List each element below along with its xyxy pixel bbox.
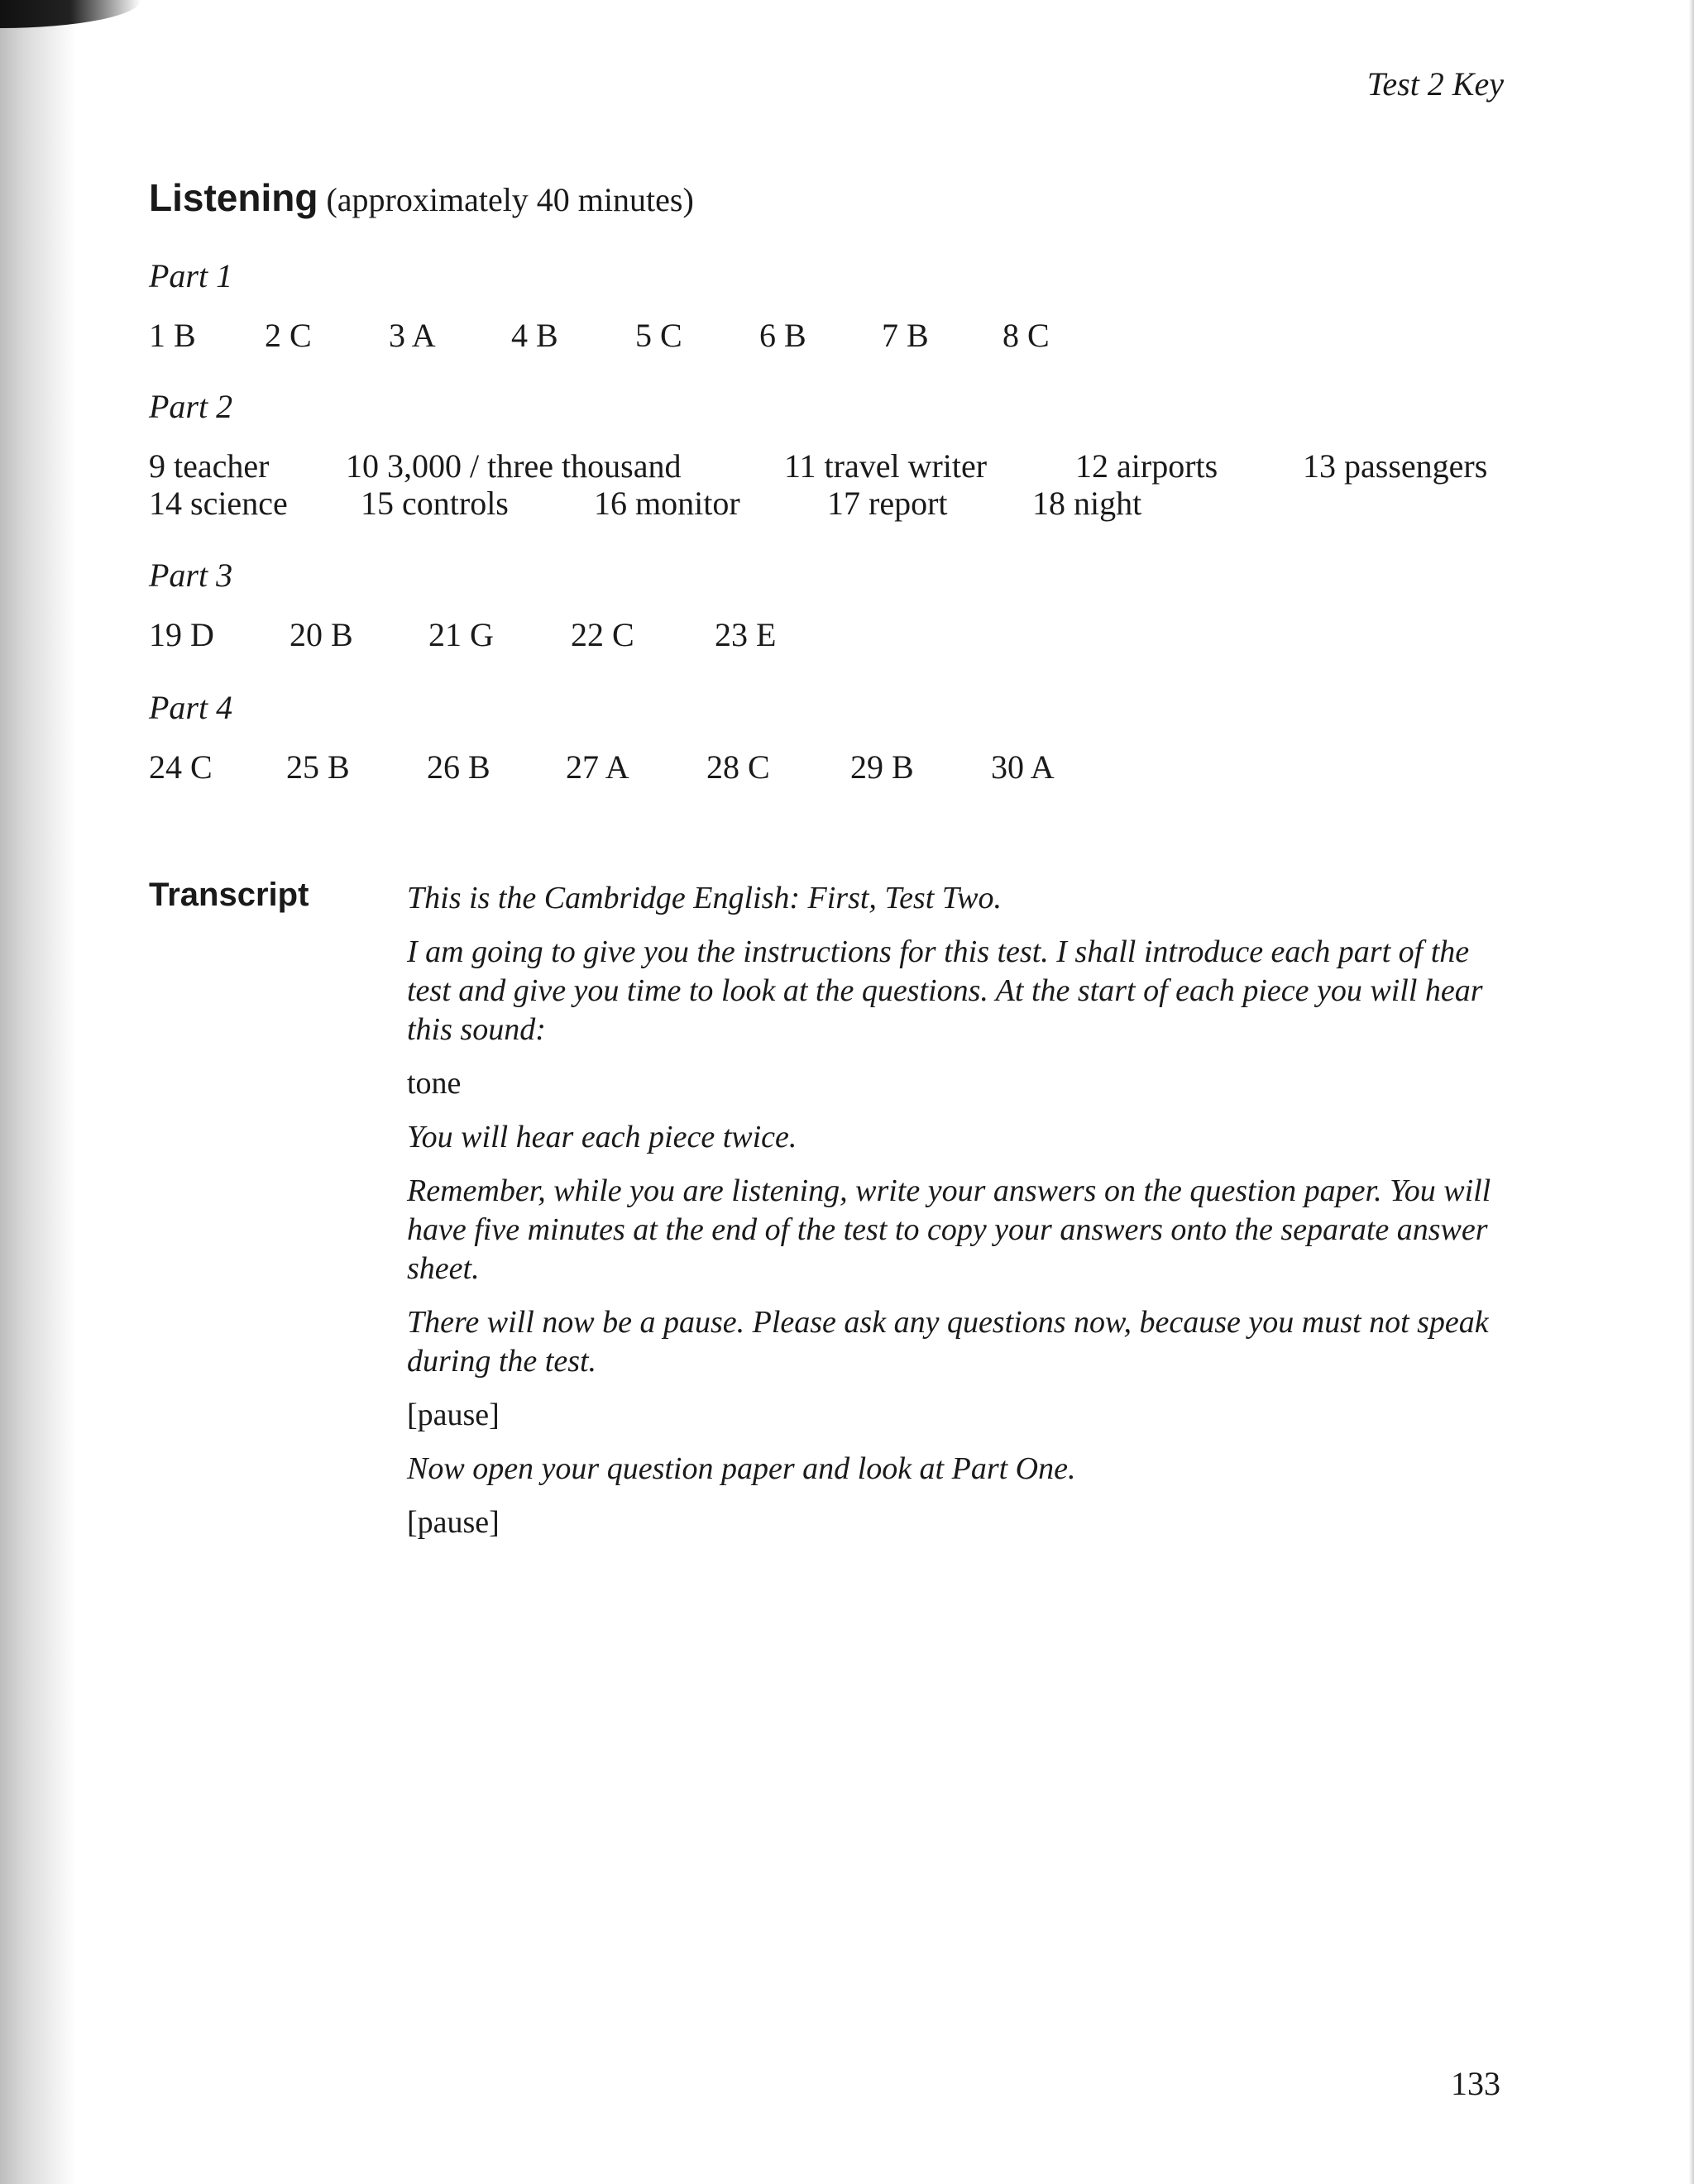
answer-item: 7 B xyxy=(882,317,929,354)
transcript-paragraph: Remember, while you are listening, write your answers on the question paper. You will have five minutes at the end of the test to copy your answers onto the separate answer sheet. xyxy=(407,1173,1491,1286)
answer-item: 9 teacher xyxy=(149,447,270,485)
answer-item: 23 E xyxy=(715,616,777,653)
answer-item: 1 B xyxy=(149,317,196,354)
answer-item: 30 A xyxy=(991,748,1055,786)
transcript-paragraph: You will hear each piece twice. xyxy=(407,1120,797,1154)
answer-item: 5 C xyxy=(635,317,682,354)
section-title: Listening xyxy=(149,176,318,219)
answer-item: 20 B xyxy=(290,616,353,653)
answer-item: 2 C xyxy=(265,317,312,354)
answer-item: 25 B xyxy=(286,748,350,786)
transcript-body xyxy=(407,879,1515,1557)
answer-item: 3 A xyxy=(389,317,436,354)
answer-item: 15 controls xyxy=(361,485,509,522)
answer-item: 16 monitor xyxy=(594,485,740,522)
section-duration: (approximately 40 minutes) xyxy=(326,181,694,218)
answer-item: 4 B xyxy=(511,317,558,354)
transcript-paragraph: This is the Cambridge English: First, Test Two. xyxy=(407,881,1002,915)
page-right-edge xyxy=(1689,0,1694,2184)
transcript-heading: Transcript xyxy=(149,877,309,913)
transcript-paragraph: Now open your question paper and look at Part One. xyxy=(407,1451,1076,1486)
part-4-label: Part 4 xyxy=(149,689,233,726)
answer-item: 27 A xyxy=(566,748,629,786)
answer-item: 17 report xyxy=(827,485,948,522)
section-heading xyxy=(149,175,694,220)
answer-item: 12 airports xyxy=(1075,447,1218,485)
answer-item: 14 science xyxy=(149,485,288,522)
part-2-label: Part 2 xyxy=(149,388,233,425)
running-head: Test 2 Key xyxy=(1366,65,1504,103)
transcript-paragraph: [pause] xyxy=(407,1505,500,1540)
transcript-paragraph: I am going to give you the instructions for this test. I shall introduce each part of the test and give you time to look at the questions. At the start of each piece you will hear this sound: xyxy=(407,934,1483,1047)
answer-item: 21 G xyxy=(428,616,494,653)
answer-item: 24 C xyxy=(149,748,213,786)
answer-item: 13 passengers xyxy=(1303,447,1488,485)
transcript-paragraph: tone xyxy=(407,1066,462,1101)
answer-item: 6 B xyxy=(759,317,806,354)
answer-item: 11 travel writer xyxy=(784,447,988,485)
answer-item: 18 night xyxy=(1032,485,1142,522)
page-gutter-shadow xyxy=(0,0,76,2184)
answer-item: 10 3,000 / three thousand xyxy=(346,447,682,485)
answer-item: 26 B xyxy=(427,748,490,786)
transcript-paragraph: There will now be a pause. Please ask any questions now, because you must not speak during the test. xyxy=(407,1305,1489,1379)
answer-item: 22 C xyxy=(571,616,634,653)
answer-item: 29 B xyxy=(850,748,914,786)
transcript-paragraph: [pause] xyxy=(407,1398,500,1432)
answer-item: 19 D xyxy=(149,616,214,653)
answer-item: 8 C xyxy=(1003,317,1050,354)
page-corner-shadow xyxy=(0,0,141,28)
part-3-label: Part 3 xyxy=(149,557,233,594)
answer-item: 28 C xyxy=(706,748,770,786)
part-1-label: Part 1 xyxy=(149,257,233,294)
page-number: 133 xyxy=(1451,2065,1500,2102)
